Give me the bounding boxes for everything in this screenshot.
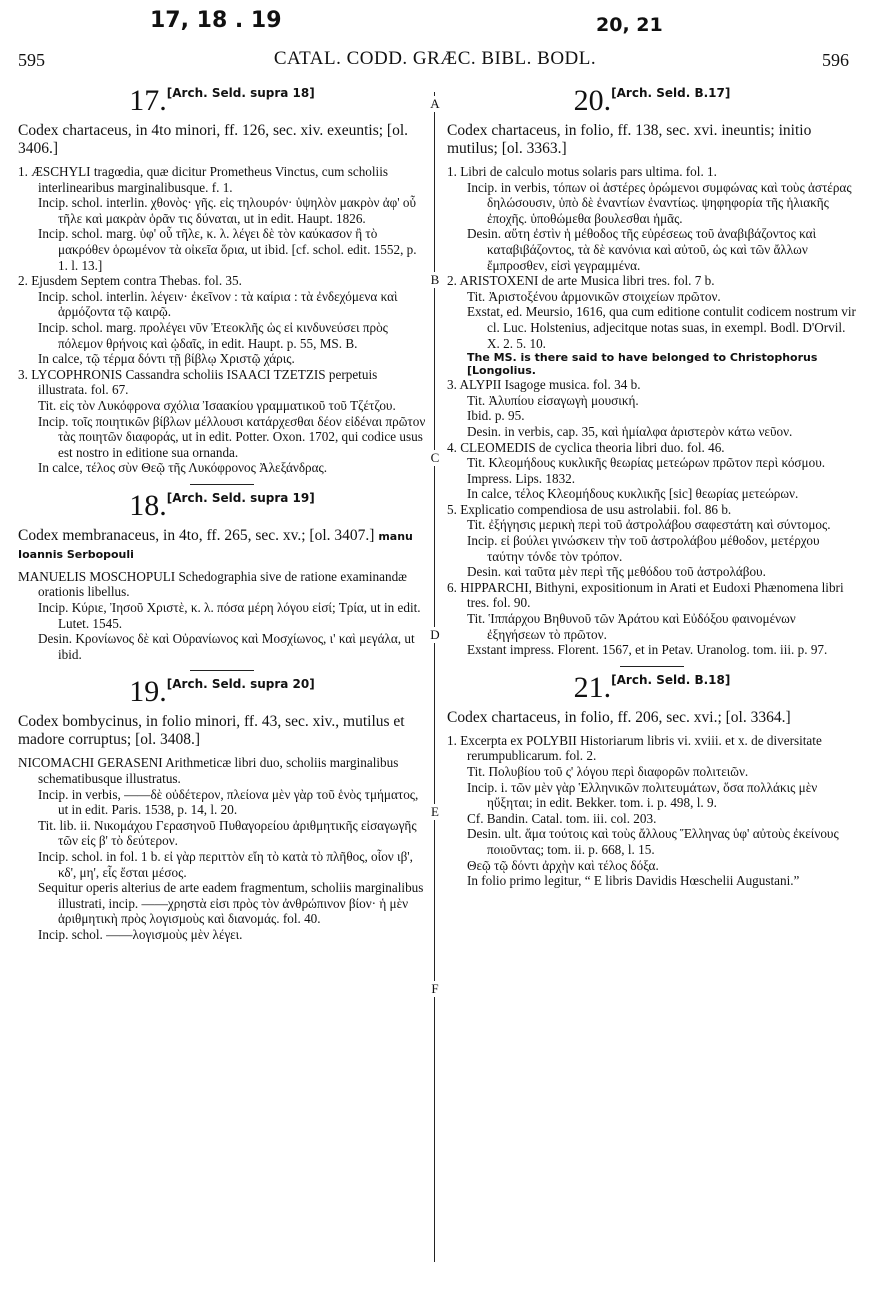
entry-line: Tit. Κλεομήδους κυκλικῆς θεωρίας μετεώρων πρῶτον περὶ κόσμου.	[467, 455, 826, 471]
codex-heading-17	[18, 86, 426, 116]
entry-line: Exstant impress. Florent. 1567, et in Petav. Uranolog. tom. iii. p. 97.	[467, 642, 828, 658]
margin-letter: A	[428, 96, 442, 112]
entry-line: In calce, τέλος σὺν Θεῷ τῆς Λυκόφρονος Ἀλεξάνδρας.	[38, 460, 328, 476]
entry-line: In folio primo legitur, “ E libris Davidis Hœschelii Augustani.”	[467, 873, 800, 889]
margin-letter: E	[428, 804, 442, 820]
handwritten-scribe-note: manu Ioannis Serbopouli	[18, 529, 413, 561]
codex-number: 18.	[129, 488, 167, 522]
entry-line: Tit. Πολυβίου τοῦ ς' λόγου περὶ διαφορῶν πολιτειῶν.	[467, 764, 749, 779]
handwritten-shelfmark: [Arch. Seld. B.18]	[611, 672, 731, 687]
entry-line: Desin. ult. ἅμα τούτοις καὶ τοὺς ἄλλους Ἕλληνας ὑφ' αὐτοὺς ἐκείνους ποιοῦντας; tom. ii. p. 668, l. 15.	[467, 826, 839, 857]
codex-heading-20	[447, 86, 857, 116]
margin-letter: F	[428, 981, 442, 997]
margin-letter: C	[428, 450, 442, 466]
entry-line: Incip. schol. interlin. χθονὸς· γῆς. εἰς τηλουρόν· ὑψηλὸν μακρὸν ἀφ' οὗ τῆλε καὶ μακρὰν ὁρᾶν τις δύναται, ut in edit. Haupt. 1826.	[38, 195, 417, 226]
entry-line: Desin. Κρονίωνος δὲ καὶ Οὐρανίωνος καὶ Μοσχίωνος, ι' καὶ μεγάλα, ut ibid.	[38, 631, 415, 662]
right-column	[447, 86, 857, 889]
entry-line: Θεῷ τῷ δόντι ἀρχὴν καὶ τέλος δόξα.	[467, 857, 659, 873]
handwritten-shelfmark: [Arch. Seld. supra 18]	[166, 86, 315, 100]
codex-description: Codex chartaceus, in folio, ff. 206, sec. xvi.; [ol. 3364.]	[447, 708, 791, 726]
entry-line: 4. CLEOMEDIS de cyclica theoria libri duo. fol. 46.	[447, 439, 725, 455]
handwritten-shelfmark: [Arch. Seld. B.17]	[611, 86, 731, 100]
entry-line: Incip. schol. marg. ὑφ' οὗ τῆλε, κ. λ. λέγει δὲ τὸν καύκασον ἢ τὸ μακρόθεν ὁρωμένον τὰ οἰκεῖα ὅρια, ut ibid. [cf. schol. edit. 1552, p. 1. l. 13.]	[38, 226, 417, 273]
entry-line: Incip. in verbis, τόπων οἱ ἀστέρες ὁρώμενοι συμφώνας καὶ τοὺς ἀστέρας δηλώσουσιν, ὑπὸ δὲ ἐναντίων ἐναντίως. ψηφηφορία τῆς ἡλιακῆς ἐποχῆς. ὑποθώμεθα βουλεσθαι ἡμᾶς.	[467, 179, 852, 226]
codex-heading-21	[447, 670, 857, 704]
entry-line: 1. Excerpta ex POLYBII Historiarum libris vi. xviii. et x. de diversitate rerumpublicarum. fol. 2.	[447, 732, 822, 764]
entry-line: In calce, τῷ τέρμα δόντι τῇ βίβλῳ Χριστῷ χάρις.	[38, 351, 295, 367]
codex-number: 20.	[573, 84, 612, 117]
handwritten-shelfmark: [Arch. Seld. supra 20]	[166, 677, 315, 692]
entry-line: Desin. καὶ ταῦτα μὲν περὶ τῆς μεθόδου τοῦ ἀστρολάβου.	[467, 564, 766, 580]
codex-number: 21.	[573, 670, 612, 704]
entry-line: Incip. in verbis, ——δὲ οὐδέτερον, πλείονα μὲν γὰρ τοῦ ἑνὸς τμήματος, ut in edit. Paris. 1538, p. 14, l. 20.	[38, 786, 419, 818]
entry-line: Incip. schol. marg. προλέγει νῦν Ἐτεοκλῆς ὡς εἰ κινδυνεύσει πρὸς πόλεμον θρήνοις καὶ ᾠδαῖς, in edit. Haupt. p. 55, MS. B.	[38, 319, 388, 351]
entry-line: Sequitur operis alterius de arte eadem fragmentum, scholiis marginalibus illustrati, incip. ——χρηστὰ εἰσι πρὸς τὸν ἀνθρώπινον βίον· ἡ μὲν ἀριθμητικὴ πρὸς λογισμοὺς καὶ διανομάς. fol. 40.	[38, 880, 424, 927]
entry-line: Tit. lib. ii. Νικομάχου Γερασηνοῦ Πυθαγορείου ἀριθμητικῆς εἰσαγωγῆς τῶν εἰς β' τὸ δεύτερον.	[38, 817, 417, 849]
entry-line: 6. HIPPARCHI, Bithyni, expositionum in Arati et Eudoxi Phænomena libri tres. fol. 90.	[447, 579, 844, 611]
section-rule	[190, 670, 254, 671]
entry-line: NICOMACHI GERASENI Arithmeticæ libri duo, scholiis marginalibus schematibusque illustratus.	[18, 755, 399, 787]
entry-line: In calce, τέλος Κλεομήδους κυκλικῆς [sic] θεωρίας μετεώρων.	[467, 486, 799, 502]
codex-description: Codex bombycinus, in folio minori, ff. 43, sec. xiv., mutilus et madore corruptus; [ol. 3408.]	[18, 713, 405, 749]
page-number-right: 596	[822, 50, 849, 70]
entry-line: Tit. Ἱππάρχου Βηθυνοῦ τῶν Ἀράτου καὶ Εὐδόξου φαινομένων ἐξηγήσεων τὸ πρῶτον.	[467, 611, 796, 642]
entry-line: Desin. in verbis, cap. 35, καὶ ἡμίαλφα ἀριστερὸν κάτω νεῦον.	[467, 423, 793, 439]
handwritten-shelfmark: [Arch. Seld. supra 19]	[166, 490, 315, 505]
entry-line: Incip. εἰ βούλει γινώσκειν τὴν τοῦ ἀστρολάβου μέθοδον, μετέρχου ταύτην τόνδε τὸν τρόπον.	[467, 533, 820, 564]
codex-heading-19	[18, 677, 426, 707]
entry-line: Incip. τοῖς ποιητικῶν βίβλων μέλλουσι κατάρχεσθαι δέον εἰδέναι πρῶτον τὰς ποιητῶν διαφοράς, ut in edit. Potter. Oxon. 1702, qui codice usus est nostro in editione sua ornanda.	[38, 413, 426, 460]
entry-line: 1. ÆSCHYLI tragœdia, quæ dicitur Prometheus Vinctus, cum scholiis interlinearibus marginalibusque. f. 1.	[18, 164, 389, 195]
codex-number: 19.	[129, 675, 167, 709]
codex-number: 17.	[129, 84, 167, 117]
codex-description: Codex chartaceus, in folio, ff. 138, sec. xvi. ineuntis; initio mutilus; [ol. 3363.]	[447, 122, 812, 157]
entry-line: Tit. ἐξήγησις μερικὴ περὶ τοῦ ἀστρολάβου σαφεστάτη καὶ σύντομος.	[467, 517, 831, 533]
entry-line: Exstat, ed. Meursio, 1616, qua cum editione contulit codicem nostrum vir cl. Luc. Holstenius, adjecitque notas suas, in exempl. Bodl. D'Orvil. X. 2. 5. 10.	[467, 304, 856, 351]
entry-line: Ibid. p. 95.	[467, 408, 525, 424]
margin-letter: D	[428, 627, 442, 643]
entry-line: 5. Explicatio compendiosa de usu astrolabii. fol. 86 b.	[447, 501, 732, 517]
column-divider	[434, 92, 435, 1262]
entry-line: MANUELIS MOSCHOPULI Schedographia sive de ratione examinandæ orationis libellus.	[18, 568, 407, 600]
section-rule	[620, 666, 684, 667]
left-column	[18, 86, 426, 943]
entry-line: Impress. Lips. 1832.	[467, 470, 576, 486]
entry-line: Cf. Bandin. Catal. tom. iii. col. 203.	[467, 810, 657, 826]
margin-letter: B	[428, 272, 442, 288]
page-number-left: 595	[18, 50, 45, 70]
entry-line: Desin. αὕτη ἐστὶν ἡ μέθοδος τῆς εὑρέσεως τοῦ ἀναβιβάζοντος καὶ καταβιβάζοντος, τὰ δὲ κανόνια καὶ αὐτοῦ, ὡς καὶ τῶν ἄλλων ἔμπροσθεν, εἰσὶ γεγραμμένα.	[467, 226, 817, 273]
handwritten-page-ref-right: 20, 21	[596, 14, 663, 36]
codex-description-text: Codex membranaceus, in 4to, ff. 265, sec. xv.; [ol. 3407.]	[18, 526, 375, 544]
entry-line: 3. LYCOPHRONIS Cassandra scholiis ISAACI TZETZIS perpetuis illustrata. fol. 67.	[18, 366, 378, 398]
entry-line: 2. ARISTOXENI de arte Musica libri tres. fol. 7 b.	[447, 273, 715, 289]
entry-line: 1. Libri de calculo motus solaris pars ultima. fol. 1.	[447, 164, 717, 179]
handwritten-provenance-note: The MS. is there said to have belonged to Christophorus [Longolius.	[467, 351, 818, 378]
entry-line: Tit. Ἀλυπίου εἰσαγωγὴ μουσική.	[467, 392, 639, 408]
running-title: CATAL. CODD. GRÆC. BIBL. BODL.	[273, 48, 597, 69]
entry-line: 3. ALYPII Isagoge musica. fol. 34 b.	[447, 377, 641, 393]
handwritten-page-ref-left: 17, 18 . 19	[150, 8, 282, 33]
entry-line: Tit. εἰς τὸν Λυκόφρονα σχόλια Ἰσαακίου γραμματικοῦ τοῦ Τζέτζου.	[38, 397, 396, 413]
entry-line: Incip. i. τῶν μὲν γὰρ Ἑλληνικῶν πολιτευμάτων, ὅσα πολλάκις μὲν ηὔξηται; in edit. Bekker. tom. i. p. 498, l. 9.	[467, 779, 818, 811]
codex-description: Codex chartaceus, in 4to minori, ff. 126, sec. xiv. exeuntis; [ol. 3406.]	[18, 122, 408, 157]
entry-line: Incip. Κύριε, Ἰησοῦ Χριστὲ, κ. λ. πόσα μέρη λόγου εἰσί; Τρία, ut in edit. Lutet. 1545.	[38, 600, 421, 631]
entry-line: Incip. schol. interlin. λέγειν· ἐκεῖνον : τὰ καίρια : τὰ ἐνδεχόμενα καὶ ἁρμόζοντα τῷ καιρῷ.	[38, 288, 398, 320]
codex-description	[18, 527, 426, 563]
entry-line: Incip. schol. ——λογισμοὺς μὲν λέγει.	[38, 926, 243, 942]
section-rule	[190, 484, 254, 485]
entry-line: Tit. Ἀριστοξένου ἁρμονικῶν στοιχείων πρῶτον.	[467, 288, 721, 304]
entry-line: Incip. schol. in fol. 1 b. εἰ γὰρ περιττὸν εἴη τὸ κατὰ τὸ πλῆθος, οἷον ιβ', κδ', μη', εἷς ἔσται μέσος.	[38, 849, 413, 880]
entry-line: 2. Ejusdem Septem contra Thebas. fol. 35.	[18, 273, 242, 289]
codex-heading-18	[18, 488, 426, 522]
